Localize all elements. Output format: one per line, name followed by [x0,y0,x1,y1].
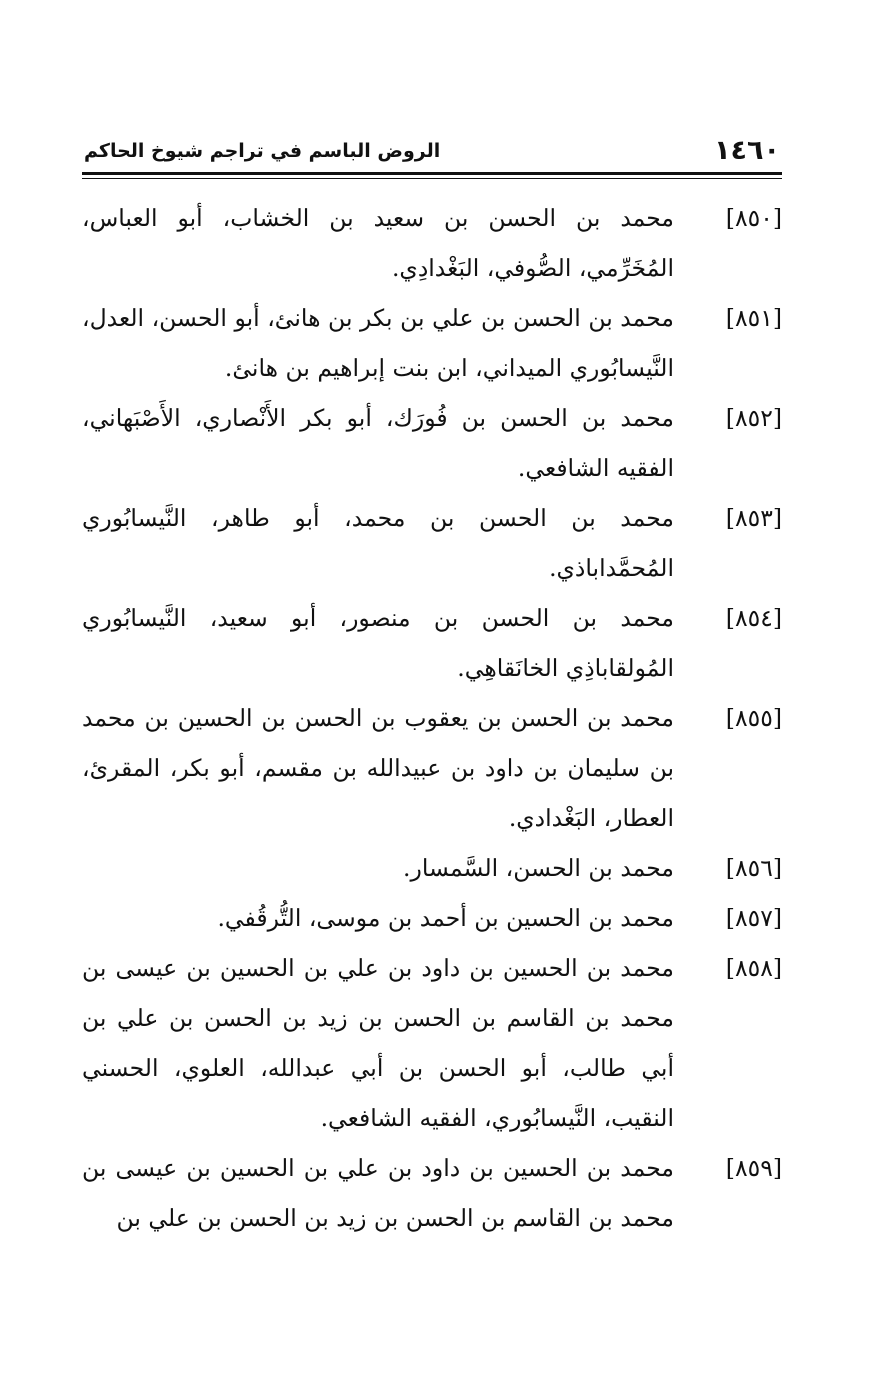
running-title: الروض الباسم في تراجم شيوخ الحاكم [84,140,441,162]
entry-number: [٨٥٧] [725,904,782,932]
header-rule-thin [82,178,782,179]
entry-number: [٨٥٤] [725,604,782,632]
entry-850 [82,193,782,293]
entry-number: [٨٥١] [725,304,782,332]
entry-857 [82,893,782,943]
header-rule-thick [82,172,782,175]
entry-text: محمد بن الحسن بن سعيد بن الخشاب، أبو العباس، المُخَرِّمي، الصُّوفي، البَغْدادِي. [82,204,674,282]
entry-number: [٨٥٥] [725,704,782,732]
entry-text: محمد بن الحسن بن منصور، أبو سعيد، النَّيسابُوري المُولقاباذِي الخانَقاهِي. [82,604,674,682]
entry-list [82,193,782,1243]
entry-number: [٨٥٦] [725,854,782,882]
entry-text: محمد بن الحسن بن يعقوب بن الحسن بن الحسين بن محمد بن سليمان بن داود بن عبيدالله بن مقسم، أبو بكر، المقرئ، العطار، البَغْدادي. [82,704,674,832]
entry-853 [82,493,782,593]
page-number: ١٤٦٠ [714,135,780,166]
entry-text: محمد بن الحسين بن داود بن علي بن الحسين بن عيسى بن محمد بن القاسم بن الحسن بن زيد بن الحسن بن علي بن [82,1154,674,1232]
entry-858 [82,943,782,1143]
entry-854 [82,593,782,693]
entry-text: محمد بن الحسن، السَّمسار. [403,854,674,882]
entry-852 [82,393,782,493]
entry-number: [٨٥٩] [725,1154,782,1182]
entry-number: [٨٥٢] [725,404,782,432]
entry-text: محمد بن الحسين بن أحمد بن موسى، التُّرقُفي. [217,904,674,932]
entry-text: محمد بن الحسن بن فُورَك، أبو بكر الأَنْصاري، الأَصْبَهاني، الفقيه الشافعي. [82,404,674,482]
entry-text: محمد بن الحسن بن محمد، أبو طاهر، النَّيسابُوري المُحمَّداباذي. [82,504,674,582]
entry-number: [٨٥٠] [725,204,782,232]
entry-number: [٨٥٣] [725,504,782,532]
entry-text: محمد بن الحسن بن علي بن بكر بن هانئ، أبو الحسن، العدل، النَّيسابُوري الميداني، ابن بنت إبراهيم بن هانئ. [82,304,674,382]
entry-number: [٨٥٨] [725,954,782,982]
entry-855 [82,693,782,843]
page-header [82,128,782,166]
entry-851 [82,293,782,393]
entry-text: محمد بن الحسين بن داود بن علي بن الحسين بن عيسى بن محمد بن القاسم بن الحسن بن زيد بن الحسن بن علي بن أبي طالب، أبو الحسن بن أبي عبدالله، العلوي، الحسني النقيب، النَّيسابُوري، الفقيه الشافعي. [82,954,674,1132]
entry-856 [82,843,782,893]
entry-859 [82,1143,782,1243]
book-page [82,128,782,1243]
